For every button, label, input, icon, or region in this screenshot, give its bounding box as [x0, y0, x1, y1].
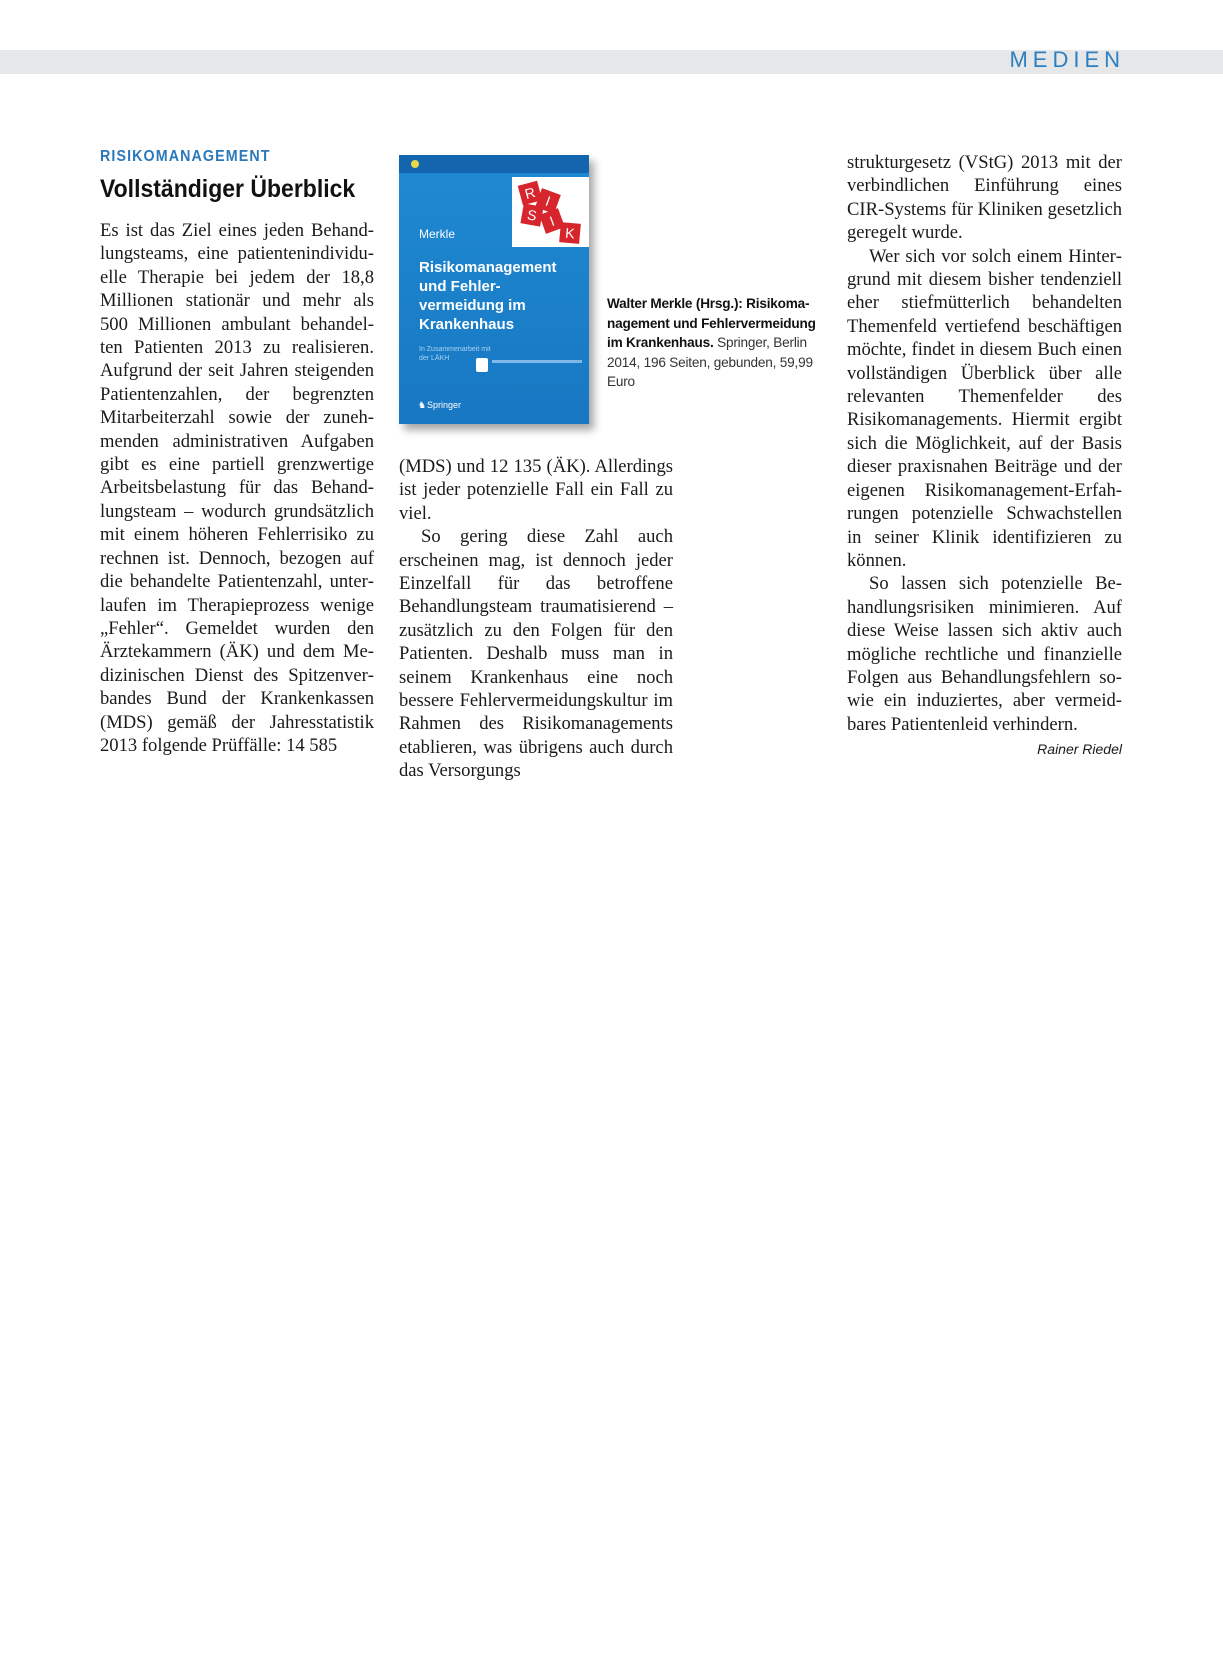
section-label: MEDIEN: [1009, 47, 1125, 72]
article-paragraph: Es ist das Ziel eines jeden Behandlungsteams, eine patientenindividuelle Therapie bei jedem der 18,8 Millionen stationär und mehr als 500 Millionen ambulant behandelten Patienten 2013 zu realisieren. Aufgrund der seit Jahren steigenden Patientenzahlen, der begrenzten Mitarbeiterzahl sowie der zunehmenden administrativen Aufgaben gibt es eine partiell grenzwertige Arbeitsbelastung für das Behandlungsteam – wodurch grundsätzlich mit einem höheren Fehlerrisiko zu rechnen ist. Dennoch, bezogen auf die behandelte Patientenzahl, unterlaufen im Therapieprozess wenige „Fehler“. Gemeldet wurden den Ärztekammern (ÄK) und dem Medizinischen Dienst des Spitzenverbandes Bund der Krankenkassen (MDS) gemäß der Jahresstatistik 2013 folgende Prüffälle: 14 585: [100, 220, 374, 756]
cover-subtitle: In Zusammenarbeit mit der LÄKH: [419, 346, 491, 362]
article-paragraph: (MDS) und 12 135 (ÄK). Allerdings ist jeder potenzielle Fall ein Fall zu viel.: [399, 456, 673, 524]
book-caption: [607, 294, 821, 392]
article-paragraph: strukturgesetz (VStG) 2013 mit der verbindlichen Einführung eines CIR-Systems für Kliniken gesetzlich geregelt wurde.: [847, 152, 1122, 244]
cover-cube: K: [559, 222, 581, 244]
article-column-1: [100, 148, 374, 757]
article-paragraph: So gering diese Zahl auch erscheinen mag, ist dennoch jeder Einzelfall für das betroffene Behandlungsteam traumatisierend – zusätzlich zu den Folgen für den Patienten. Deshalb muss man in seinem Krankenhaus eine noch bessere Fehlervermeidungskultur im Rahmen des Risikomanagements etablieren, was übrigens auch durch das Versorgungs: [399, 526, 673, 782]
article-paragraph: Wer sich vor solch einem Hintergrund mit diesem bisher tendenziell eher stiefmütterlich behandelten Themenfeld vertiefend beschäftigen möchte, findet in diesem Buch einen vollständigen Überblick über alle relevanten Themenfelder des Risikomanagements. Hiermit ergibt sich die Möglichkeit, auf der Basis dieser praxisnahen Beiträge und der eigenen Risikomanagement-Erfahrungen potenzielle Schwachstellen in seiner Klinik identifizieren zu können.: [847, 245, 1122, 571]
cover-series-icon: [411, 160, 419, 168]
cover-series-band: [399, 155, 589, 173]
article-author: Rainer Riedel: [1037, 741, 1122, 758]
cover-author: Merkle: [419, 227, 456, 241]
caption-title: Walter Merkle (Hrsg.): Risikomanagement und Fehlervermeidung im Krankenhaus.: [607, 296, 816, 350]
cover-title: Risikomanagement und Fehler-vermeidung im Krankenhaus: [419, 259, 557, 333]
article-paragraph: So lassen sich potenzielle Behandlungsrisiken minimieren. Auf diese Weise lassen sich aktiv auch mögliche rechtliche und finanzielle Folgen aus Behandlungsfehlern sowie ein induziertes, aber vermeidbares Patientenleid verhindern.: [847, 573, 1122, 735]
caption-details: Springer, Berlin 2014, 196 Seiten, gebunden, 59,99 Euro: [607, 335, 813, 389]
cover-cube: S: [520, 203, 543, 226]
article-column-3: [847, 151, 1122, 760]
cover-cube: I: [535, 188, 561, 214]
cover-cube: R: [518, 181, 542, 205]
article-column-2: [399, 455, 673, 783]
cover-logo-text-line: [492, 360, 582, 363]
cover-chamber-logo-icon: [476, 358, 488, 372]
springer-horse-icon: ♞: [418, 400, 427, 410]
cover-dice-panel: [512, 177, 589, 247]
book-cover-image: [399, 155, 589, 424]
article-headline: Vollständiger Überblick: [100, 175, 356, 203]
cover-publisher: Springer: [427, 400, 462, 410]
article-kicker: RISIKOMANAGEMENT: [100, 148, 271, 165]
cover-cube: I: [539, 208, 565, 234]
